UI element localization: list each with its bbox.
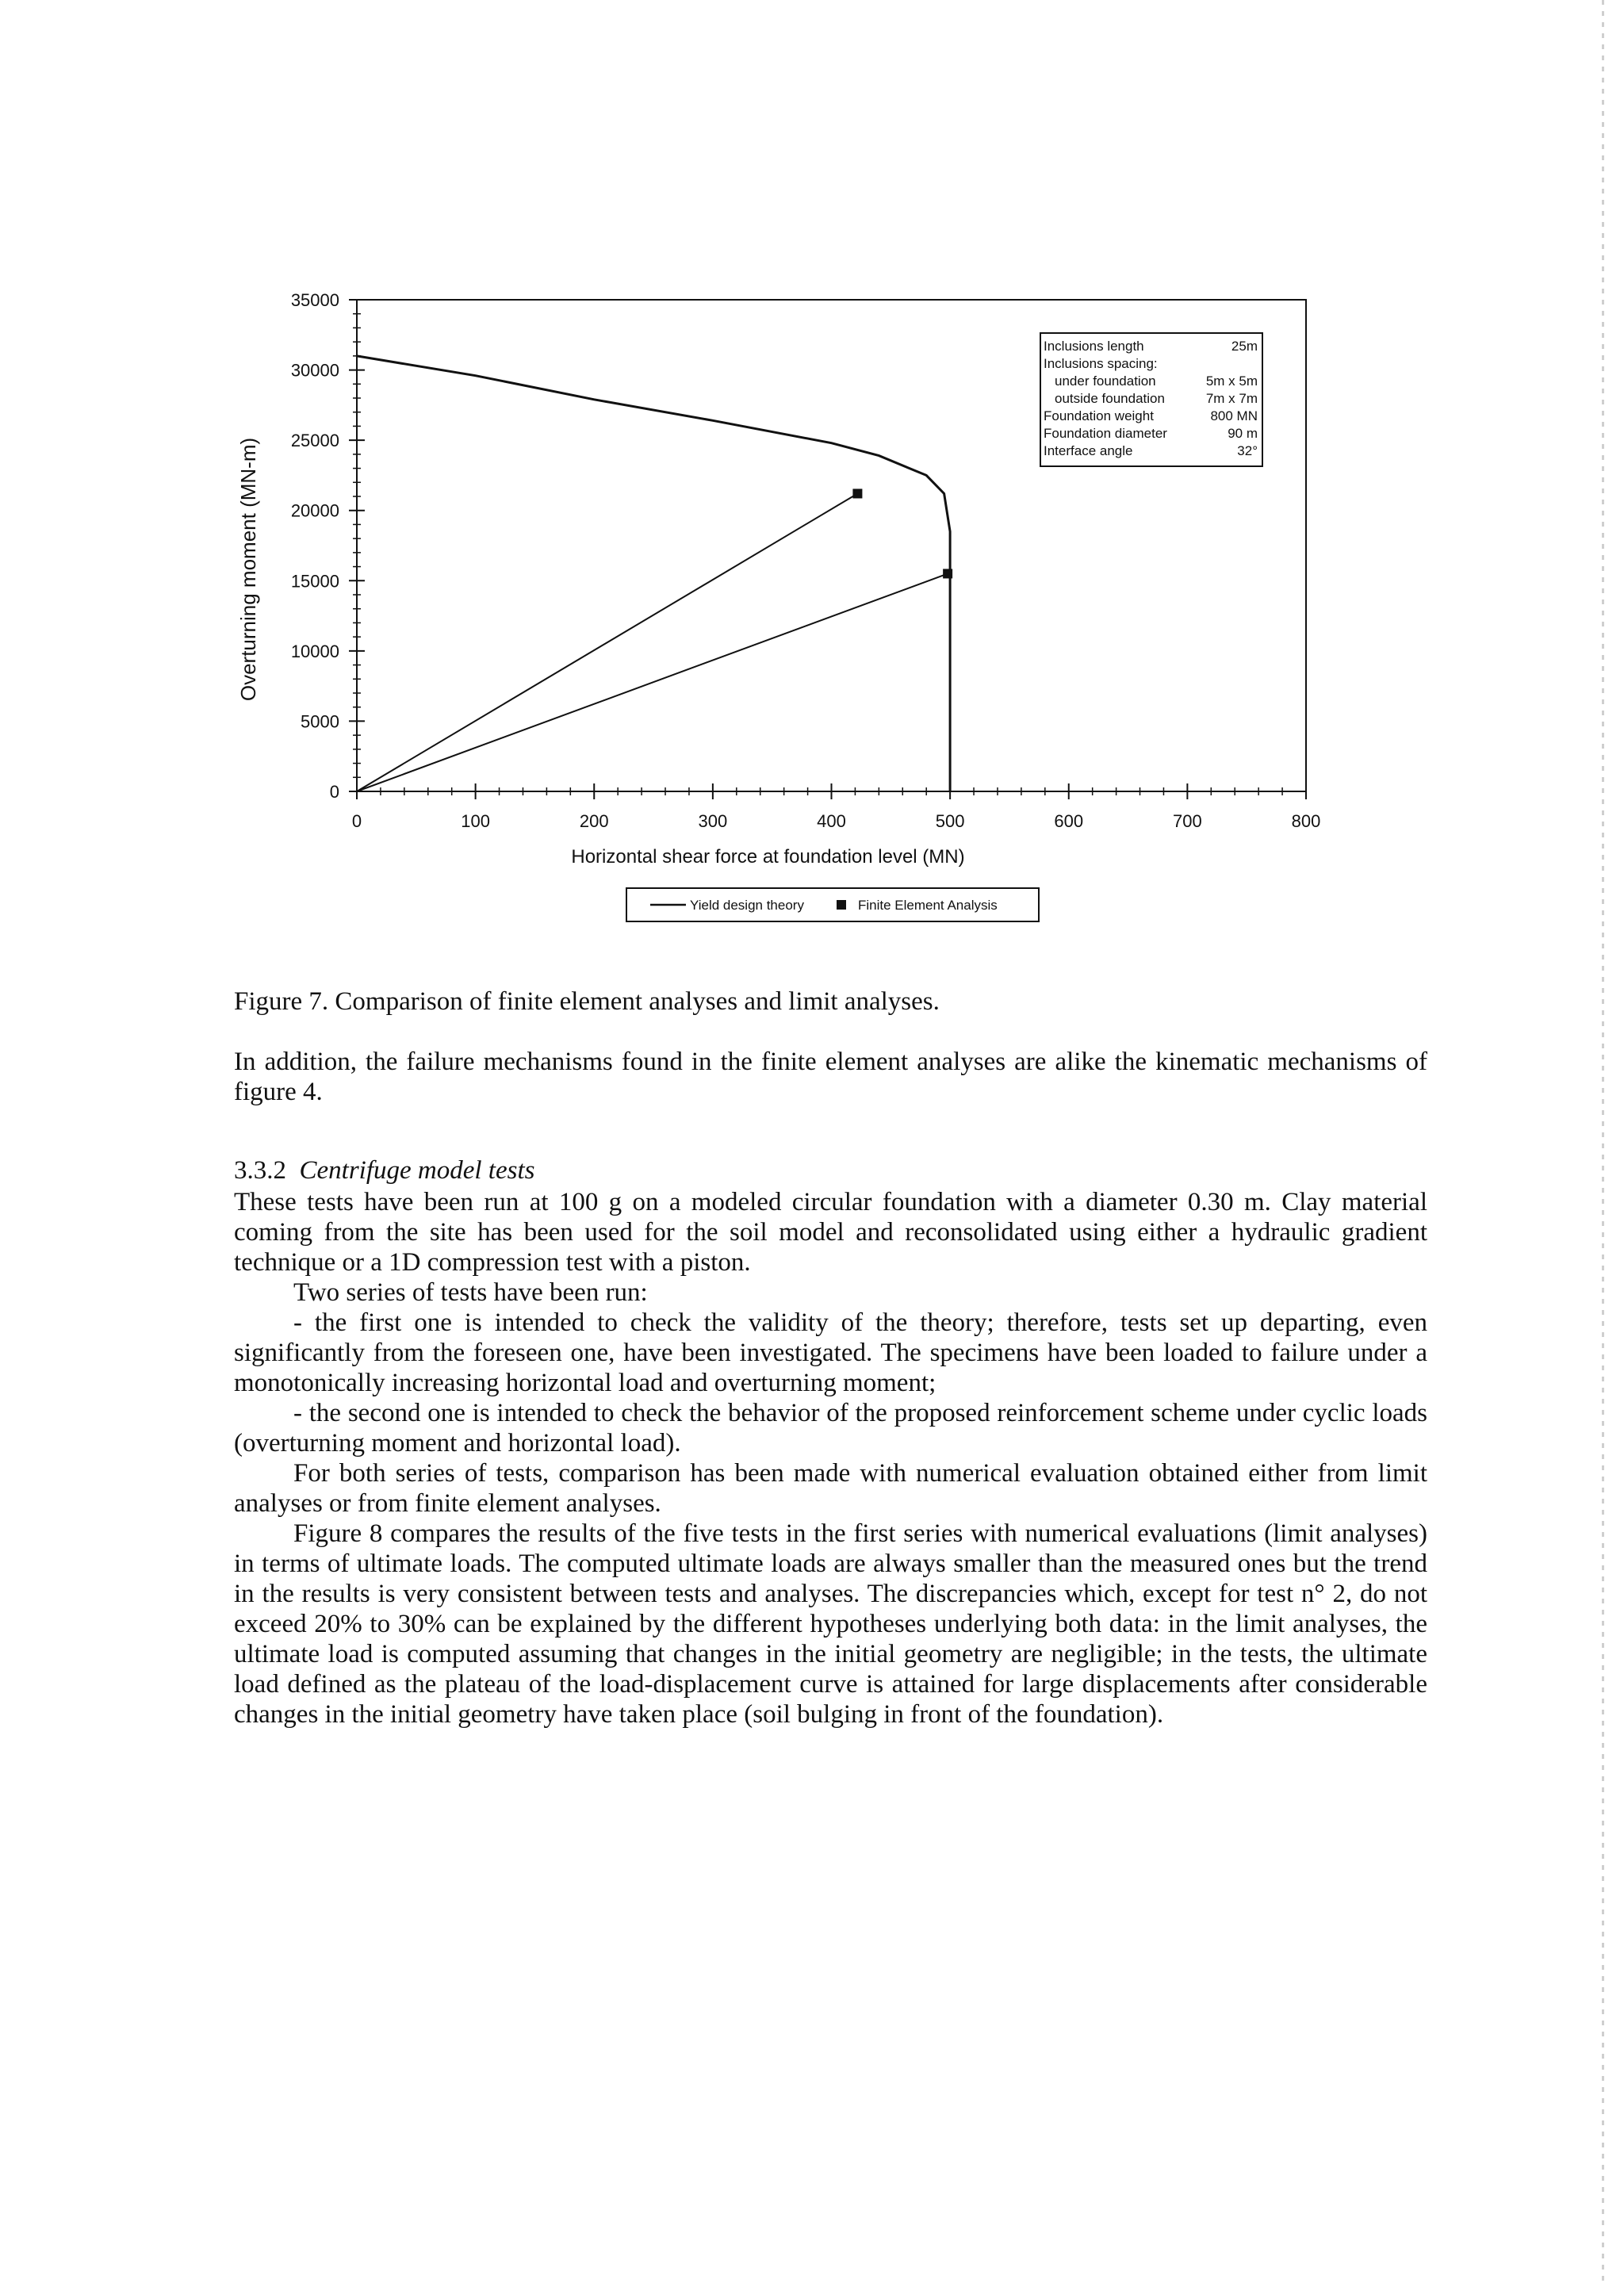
legend-marker-swatch	[837, 900, 846, 910]
paragraph-tests: These tests have been run at 100 g on a modeled circular foundation with a diameter 0.30 m. Clay material coming from the site has been used for the soil model and reconsolidated using either a hydraulic gradient technique or a 1D compression test with a piston.	[234, 1188, 1427, 1277]
parameter-label: Foundation diameter	[1044, 426, 1167, 441]
y-axis-label: Overturning moment (MN-m)	[236, 437, 260, 702]
parameter-label: Foundation weight	[1044, 408, 1154, 423]
loading-path-line	[357, 573, 948, 791]
x-tick-label: 700	[1173, 811, 1202, 831]
paragraph-series-intro: Two series of tests have been run:	[293, 1278, 648, 1307]
parameter-value: 800 MN	[1210, 408, 1258, 423]
y-tick-label: 20000	[290, 500, 339, 521]
figure-caption: Figure 7. Comparison of finite element analyses and limit analyses.	[234, 987, 940, 1016]
paragraph-addition: In addition, the failure mechanisms found in the finite element analyses are alike the kinematic mechanisms of figure 4.	[234, 1048, 1427, 1106]
x-tick-label: 0	[351, 811, 362, 831]
y-tick-label: 5000	[301, 711, 339, 732]
parameter-value: 7m x 7m	[1205, 391, 1258, 406]
paragraph-series-1: - the first one is intended to check the validity of the theory; therefore, tests set up departing, even significantly from the foreseen one, have been investigated. The specimens have been loaded to failure under a monotonically increasing horizontal load and overturning moment;	[234, 1308, 1427, 1397]
parameter-label: Inclusions spacing:	[1044, 356, 1158, 371]
parameter-label: Inclusions length	[1044, 339, 1144, 354]
y-tick-label: 10000	[290, 641, 339, 661]
x-tick-label: 300	[698, 811, 728, 831]
paragraph-figure-8: Figure 8 compares the results of the five tests in the first series with numerical evaluations (limit analyses) in terms of ultimate loads. The computed ultimate loads are always smaller than the measured ones but the trend in the results is very consistent between tests and analyses. The discrepancies which, except for test n° 2, do not exceed 20% to 30% can be explained by the different hypotheses underlying both data: in the limit analyses, the ultimate load is computed assuming that changes in the initial geometry are negligible; in the tests, the ultimate load defined as the plateau of the load-displacement curve is attained for large displacements after considerable changes in the initial geometry have taken place (soil bulging in front of the foundation).	[234, 1519, 1427, 1729]
fea-point-marker	[852, 488, 862, 498]
x-tick-label: 500	[935, 811, 965, 831]
section-heading	[234, 1156, 534, 1186]
yield-design-curve	[357, 356, 950, 791]
parameter-value: 5m x 5m	[1205, 373, 1258, 389]
legend-label-yield: Yield design theory	[690, 898, 804, 913]
x-tick-label: 600	[1054, 811, 1084, 831]
fea-point-marker	[943, 569, 952, 578]
legend-label-fea: Finite Element Analysis	[858, 898, 998, 913]
parameter-value: 90 m	[1228, 426, 1258, 441]
x-axis-label: Horizontal shear force at foundation level (MN)	[571, 846, 965, 868]
parameter-value: 32°	[1237, 443, 1258, 458]
y-tick-label: 0	[329, 782, 339, 802]
parameter-value: 25m	[1231, 339, 1258, 354]
x-tick-label: 800	[1291, 811, 1321, 831]
paragraph-series-2: - the second one is intended to check the behavior of the proposed reinforcement scheme under cyclic loads (overturning moment and horizontal load).	[234, 1399, 1427, 1458]
parameter-label: Interface angle	[1044, 443, 1133, 458]
x-tick-label: 400	[817, 811, 846, 831]
scan-edge-right	[1602, 0, 1604, 2283]
parameter-label: outside foundation	[1055, 391, 1165, 406]
y-tick-label: 30000	[290, 360, 339, 381]
x-tick-label: 200	[579, 811, 609, 831]
y-tick-label: 35000	[290, 290, 339, 310]
section-body	[234, 1187, 1427, 1729]
chart-svg	[214, 285, 1340, 936]
section-number: 3.3.2	[234, 1156, 286, 1185]
y-tick-label: 15000	[290, 571, 339, 592]
y-tick-label: 25000	[290, 431, 339, 451]
x-tick-label: 100	[461, 811, 490, 831]
parameter-label: under foundation	[1055, 373, 1156, 389]
paragraph-comparison: For both series of tests, comparison has been made with numerical evaluation obtained either from limit analyses or from finite element analyses.	[234, 1459, 1427, 1518]
figure-7-chart	[214, 285, 1340, 936]
section-title: Centrifuge model tests	[299, 1156, 535, 1185]
loading-path-line	[357, 493, 857, 791]
